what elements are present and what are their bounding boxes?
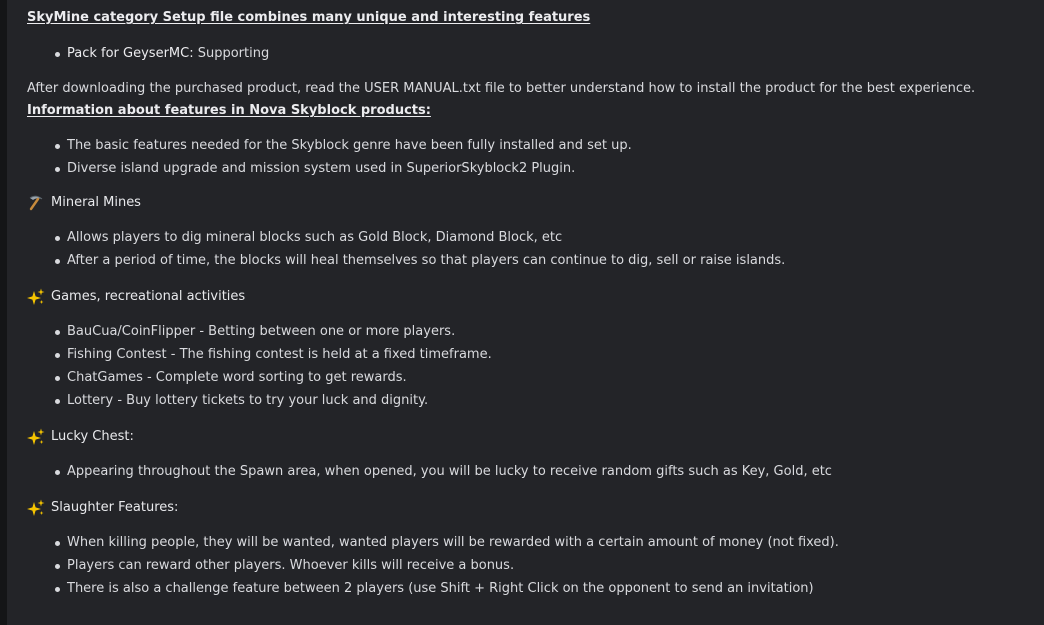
section-title-text: Lucky Chest: bbox=[51, 429, 134, 444]
sparkles-icon bbox=[27, 499, 45, 517]
geyser-value: Supporting bbox=[197, 46, 270, 61]
list-item: Diverse island upgrade and mission system used in SuperiorSkyblock2 Plugin. bbox=[67, 157, 1037, 180]
info-list bbox=[27, 134, 1037, 180]
list-item: Appearing throughout the Spawn area, when opened, you will be lucky to receive random gifts such as Key, Gold, etc bbox=[67, 460, 1037, 483]
list-item bbox=[67, 42, 1037, 65]
geyser-label: Pack for GeyserMC: bbox=[67, 46, 194, 61]
list-item: Players can reward other players. Whoever kills will receive a bonus. bbox=[67, 554, 1037, 577]
section-title-games bbox=[27, 286, 1037, 308]
section-title-slaughter bbox=[27, 497, 1037, 519]
skymine-heading-link[interactable]: SkyMine category Setup file combines many unique and interesting features bbox=[27, 10, 591, 25]
left-border bbox=[0, 0, 7, 625]
product-description-panel bbox=[7, 0, 1044, 625]
section-title-text: Games, recreational activities bbox=[51, 289, 246, 304]
slaughter-list bbox=[27, 531, 1037, 600]
games-list bbox=[27, 320, 1037, 412]
geyser-list bbox=[27, 42, 1037, 65]
mineral-mines-list bbox=[27, 226, 1037, 272]
list-item: The basic features needed for the Skyblock genre have been fully installed and set up. bbox=[67, 134, 1037, 157]
list-item: BauCua/CoinFlipper - Betting between one or more players. bbox=[67, 320, 1037, 343]
list-item: ChatGames - Complete word sorting to get rewards. bbox=[67, 366, 1037, 389]
manual-note: After downloading the purchased product, read the USER MANUAL.txt file to better understand how to install the product for the best experience. bbox=[27, 81, 976, 96]
lucky-chest-list bbox=[27, 460, 1037, 483]
pickaxe-icon bbox=[27, 194, 45, 212]
info-heading-link[interactable]: Information about features in Nova Skyblock products: bbox=[27, 103, 431, 118]
section-title-lucky-chest bbox=[27, 426, 1037, 448]
section-title-text: Slaughter Features: bbox=[51, 500, 179, 515]
section-title-text: Mineral Mines bbox=[51, 195, 141, 210]
description-content bbox=[27, 8, 1037, 600]
list-item: Allows players to dig mineral blocks such as Gold Block, Diamond Block, etc bbox=[67, 226, 1037, 249]
list-item: After a period of time, the blocks will heal themselves so that players can continue to dig, sell or raise islands. bbox=[67, 249, 1037, 272]
list-item: When killing people, they will be wanted, wanted players will be rewarded with a certain amount of money (not fixed). bbox=[67, 531, 1037, 554]
list-item: Lottery - Buy lottery tickets to try your luck and dignity. bbox=[67, 389, 1037, 412]
section-title-mineral-mines bbox=[27, 192, 1037, 214]
list-item: There is also a challenge feature between 2 players (use Shift + Right Click on the opponent to send an invitation) bbox=[67, 577, 1037, 600]
sparkles-icon bbox=[27, 428, 45, 446]
sparkles-icon bbox=[27, 288, 45, 306]
list-item: Fishing Contest - The fishing contest is held at a fixed timeframe. bbox=[67, 343, 1037, 366]
